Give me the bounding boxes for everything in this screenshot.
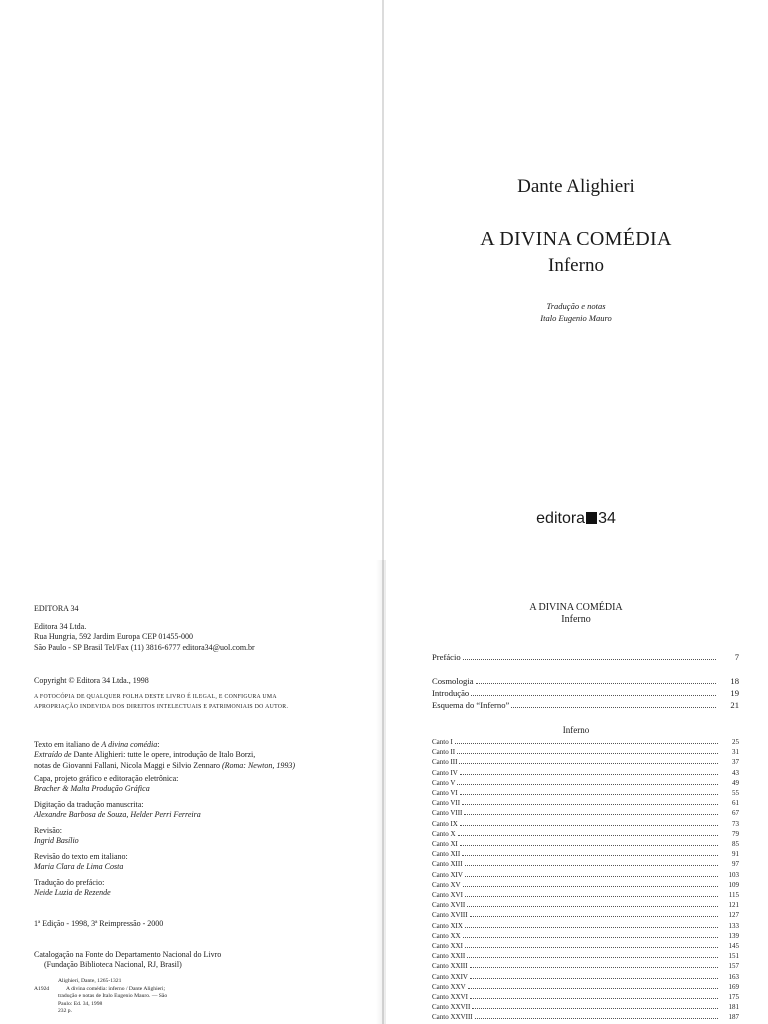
canto-page: 127 <box>728 911 739 920</box>
canto-label: Canto XXV <box>432 982 466 991</box>
toc-entry <box>432 700 739 710</box>
toc-leader-dots <box>463 659 716 660</box>
source-line <box>34 740 364 750</box>
canto-page: 133 <box>728 921 739 930</box>
catalog-card-row <box>34 978 334 986</box>
publisher-heading: EDITORA 34 <box>34 604 79 613</box>
publisher-logo <box>384 510 768 528</box>
notes-line <box>34 761 364 771</box>
toc-leader-dots <box>465 947 718 948</box>
catalog-card-translator: tradução e notas de Italo Eugenio Mauro. — São <box>58 993 168 1000</box>
canto-label: Canto XIX <box>432 921 463 930</box>
canto-entry <box>432 809 739 819</box>
catalog-card <box>34 978 334 1016</box>
canto-entry <box>432 993 739 1003</box>
cover-value: Bracher & Malta Produção Gráfica <box>34 784 150 794</box>
toc-entry-page: 18 <box>730 676 739 686</box>
toc-leader-dots <box>462 804 718 805</box>
canto-label: Canto XIII <box>432 860 463 869</box>
canto-entry <box>432 830 739 840</box>
toc-leader-dots <box>470 967 718 968</box>
canto-page: 163 <box>728 972 739 981</box>
italian-review-value: Maria Clara de Lima Costa <box>34 862 124 872</box>
toc-leader-dots <box>465 927 718 928</box>
toc-leader-dots <box>460 794 718 795</box>
toc-leader-dots <box>464 814 718 815</box>
toc-entry <box>432 688 739 698</box>
canto-entry <box>432 850 739 860</box>
translation-label: Tradução e notas <box>546 301 606 311</box>
extract-line <box>34 750 364 760</box>
canto-label: Canto XVIII <box>432 911 468 920</box>
canto-label: Canto II <box>432 748 456 757</box>
canto-entry <box>432 738 739 748</box>
notes-text: notas de Giovanni Fallani, Nicola Maggi e Silvio Zennaro <box>34 760 222 770</box>
canto-page: 121 <box>728 901 739 910</box>
toc-entry-page: 7 <box>734 652 739 662</box>
canto-page: 181 <box>728 1003 739 1012</box>
canto-label: Canto XXVII <box>432 1003 471 1012</box>
company-name: Editora 34 Ltda. <box>34 622 87 631</box>
cataloging-line-1: Catalogação na Fonte do Departamento Nacional do Livro <box>34 950 222 959</box>
catalog-card-blank <box>34 1008 58 1016</box>
canto-entry <box>432 1003 739 1013</box>
canto-entry <box>432 881 739 891</box>
source-label: Texto em italiano de <box>34 740 102 749</box>
review-label: Revisão: <box>34 826 62 835</box>
canto-entry <box>432 922 739 932</box>
canto-label: Canto XII <box>432 850 461 859</box>
canto-page: 25 <box>732 738 739 746</box>
canto-entry <box>432 840 739 850</box>
canto-label: Canto X <box>432 829 456 838</box>
street-address: Rua Hungria, 592 Jardim Europa CEP 01455-000 <box>34 632 194 642</box>
toc-leader-dots <box>457 784 718 785</box>
contents-subheading: Inferno <box>561 614 591 625</box>
book-title: A DIVINA COMÉDIA <box>480 228 672 250</box>
canto-label: Canto XXVI <box>432 993 468 1001</box>
toc-leader-dots <box>467 906 718 907</box>
canto-label: Canto XV <box>432 880 461 889</box>
canto-entry <box>432 789 739 799</box>
canto-label: Canto V <box>432 778 456 787</box>
toc-leader-dots <box>463 937 718 938</box>
canto-page: 73 <box>732 819 739 828</box>
toc-entry-label: Esquema do “Inferno” <box>432 700 510 710</box>
canto-entry <box>432 758 739 768</box>
canto-entry <box>432 901 739 911</box>
canto-page: 139 <box>728 931 739 940</box>
canto-entry <box>432 891 739 901</box>
toc-leader-dots <box>458 835 718 836</box>
canto-entry <box>432 911 739 921</box>
toc-leader-dots <box>467 957 718 958</box>
typing-value: Alexandre Barbosa de Souza, Helder Perri Ferreira <box>34 810 201 820</box>
edition-line: 1ª Edição - 1998, 3ª Reimpressão - 2000 <box>34 919 164 928</box>
legal-line-1: A FOTOCÓPIA DE QUALQUER FOLHA DESTE LIVRO É ILEGAL, E CONFIGURA UMA <box>34 694 277 700</box>
toc-entry-label: Prefácio <box>432 652 461 662</box>
canto-label: Canto VII <box>432 799 461 808</box>
canto-page: 67 <box>732 809 739 818</box>
canto-label: Canto VI <box>432 789 458 797</box>
canto-page: 115 <box>728 891 739 899</box>
translation-credit <box>384 300 768 324</box>
canto-page: 79 <box>732 829 739 838</box>
canto-label: Canto XXVIII <box>432 1013 473 1022</box>
canto-entry <box>432 779 739 789</box>
canto-page: 151 <box>728 952 739 961</box>
canto-label: Canto IX <box>432 819 458 828</box>
canto-entry <box>432 1013 739 1023</box>
canto-page: 97 <box>732 860 739 869</box>
copyright-notice: Copyright © Editora 34 Ltda., 1998 <box>34 676 149 685</box>
toc-leader-dots <box>460 825 718 826</box>
extract-text: Dante Alighieri: tutte le opere, introdução de Italo Borzi, <box>71 750 256 760</box>
canto-label: Canto XXIV <box>432 972 468 981</box>
review-value: Ingrid Basílio <box>34 836 79 846</box>
canto-label: Canto XXII <box>432 952 466 961</box>
cover-label: Capa, projeto gráfico e editoração eletrônica: <box>34 774 179 783</box>
canto-entry <box>432 748 739 758</box>
toc-leader-dots <box>470 978 718 979</box>
toc-leader-dots <box>511 707 716 708</box>
toc-leader-dots <box>465 865 718 866</box>
canto-page: 49 <box>732 778 739 787</box>
catalog-card-row <box>34 1008 334 1016</box>
canto-entry <box>432 962 739 972</box>
canto-page: 103 <box>728 870 739 879</box>
canto-page: 85 <box>732 840 739 848</box>
toc-leader-dots <box>460 845 718 846</box>
canto-page: 169 <box>728 982 739 991</box>
toc-leader-dots <box>460 774 718 775</box>
catalog-card-row <box>34 1001 334 1009</box>
toc-leader-dots <box>475 1018 718 1019</box>
city-contact: São Paulo - SP Brasil Tel/Fax (11) 3816-6777 editora34@uol.com.br <box>34 642 255 652</box>
toc-leader-dots <box>457 753 718 754</box>
canto-entry <box>432 983 739 993</box>
cover-credit <box>34 774 364 795</box>
canto-entry <box>432 860 739 870</box>
canto-page: 157 <box>728 962 739 971</box>
translator-name: Italo Eugenio Mauro <box>540 313 612 323</box>
italian-review-credit <box>34 852 364 873</box>
canto-label: Canto XXIII <box>432 962 468 971</box>
catalog-card-blank <box>34 978 58 986</box>
preface-translation-credit <box>34 878 364 899</box>
canto-label: Canto I <box>432 738 453 746</box>
canto-label: Canto XIV <box>432 870 463 879</box>
toc-entry <box>432 676 739 686</box>
catalog-card-title: A divina comédia: inferno / Dante Alighieri; <box>66 985 166 992</box>
canto-label: Canto XX <box>432 931 461 940</box>
toc-leader-dots <box>465 896 718 897</box>
toc-leader-dots <box>471 695 716 696</box>
canto-page: 31 <box>732 748 739 757</box>
cataloging-line-2: (Fundação Biblioteca Nacional, RJ, Brasil) <box>44 960 182 970</box>
section-heading: Inferno <box>562 725 590 735</box>
typing-label: Digitação da tradução manuscrita: <box>34 800 144 809</box>
catalog-card-call-number: A192d <box>34 985 50 992</box>
publisher-square-icon <box>586 512 597 524</box>
canto-page: 43 <box>732 768 739 777</box>
canto-entry <box>432 942 739 952</box>
toc-leader-dots <box>472 1008 718 1009</box>
canto-label: Canto XVI <box>432 891 463 899</box>
canto-label: Canto VIII <box>432 809 463 818</box>
publisher-logo-number: 34 <box>598 510 616 527</box>
canto-entry <box>432 799 739 809</box>
canto-entry <box>432 769 739 779</box>
canto-label: Canto XI <box>432 840 458 848</box>
canto-page: 175 <box>728 993 739 1001</box>
canto-label: Canto XVII <box>432 901 466 910</box>
canto-page: 109 <box>728 880 739 889</box>
toc-leader-dots <box>470 916 718 917</box>
legal-line-2: APROPRIAÇÃO INDEVIDA DOS DIREITOS INTELECTUAIS E PATRIMONIAIS DO AUTOR. <box>34 704 289 710</box>
catalog-card-row <box>34 986 334 994</box>
canto-page: 55 <box>732 789 739 797</box>
canto-entry <box>432 952 739 962</box>
catalog-card-blank <box>34 993 58 1001</box>
toc-leader-dots <box>468 988 718 989</box>
canto-label: Canto XXI <box>432 942 463 950</box>
author-name: Dante Alighieri <box>517 176 635 197</box>
canto-page: 61 <box>732 799 739 808</box>
notes-edition: (Roma: Newton, 1993) <box>221 760 296 770</box>
publisher-address-block <box>34 622 364 653</box>
canto-label: Canto IV <box>432 768 458 777</box>
canto-entry <box>432 871 739 881</box>
legal-notice <box>34 692 364 712</box>
typing-credit <box>34 800 364 821</box>
contents-heading: A DIVINA COMÉDIA <box>529 602 623 613</box>
canto-entry <box>432 973 739 983</box>
toc-leader-dots <box>463 886 718 887</box>
catalog-card-author: Alighieri, Dante, 1265-1321 <box>58 978 122 984</box>
toc-entry-label: Introdução <box>432 688 470 698</box>
toc-entry-page: 21 <box>730 700 739 710</box>
toc-leader-dots <box>476 683 716 684</box>
toc-entry-page: 19 <box>730 688 739 698</box>
toc-leader-dots <box>459 763 718 764</box>
review-credit <box>34 826 364 847</box>
toc-leader-dots <box>470 998 718 999</box>
toc-leader-dots <box>465 876 718 877</box>
canto-entry <box>432 820 739 830</box>
italian-review-label: Revisão do texto em italiano: <box>34 852 128 861</box>
canto-entry <box>432 932 739 942</box>
canto-page: 37 <box>732 758 739 767</box>
source-colon: : <box>157 740 160 749</box>
cataloging-heading <box>34 950 364 971</box>
catalog-card-pages: 232 p. <box>58 1008 72 1015</box>
toc-entry-label: Cosmologia <box>432 676 474 686</box>
catalog-card-blank <box>34 1001 58 1009</box>
toc-leader-dots <box>455 743 718 744</box>
catalog-card-publisher: Paulo: Ed. 34, 1998 <box>58 1000 103 1007</box>
toc-leader-dots <box>462 855 718 856</box>
catalog-card-row <box>34 993 334 1001</box>
canto-page: 187 <box>728 1013 739 1022</box>
extract-label: Extraído de <box>34 750 72 760</box>
source-credit <box>34 740 364 771</box>
canto-page: 91 <box>732 850 739 859</box>
canto-label: Canto III <box>432 758 458 767</box>
source-title: A divina comédia <box>101 740 158 749</box>
canto-page: 145 <box>728 942 739 950</box>
toc-entry <box>432 652 739 662</box>
publisher-logo-word: editora <box>536 510 586 527</box>
spine-shadow <box>376 560 386 1024</box>
book-subtitle: Inferno <box>548 255 604 276</box>
preface-translation-label: Tradução do prefácio: <box>34 878 105 887</box>
preface-translation-value: Neide Luzia de Rezende <box>34 888 111 898</box>
